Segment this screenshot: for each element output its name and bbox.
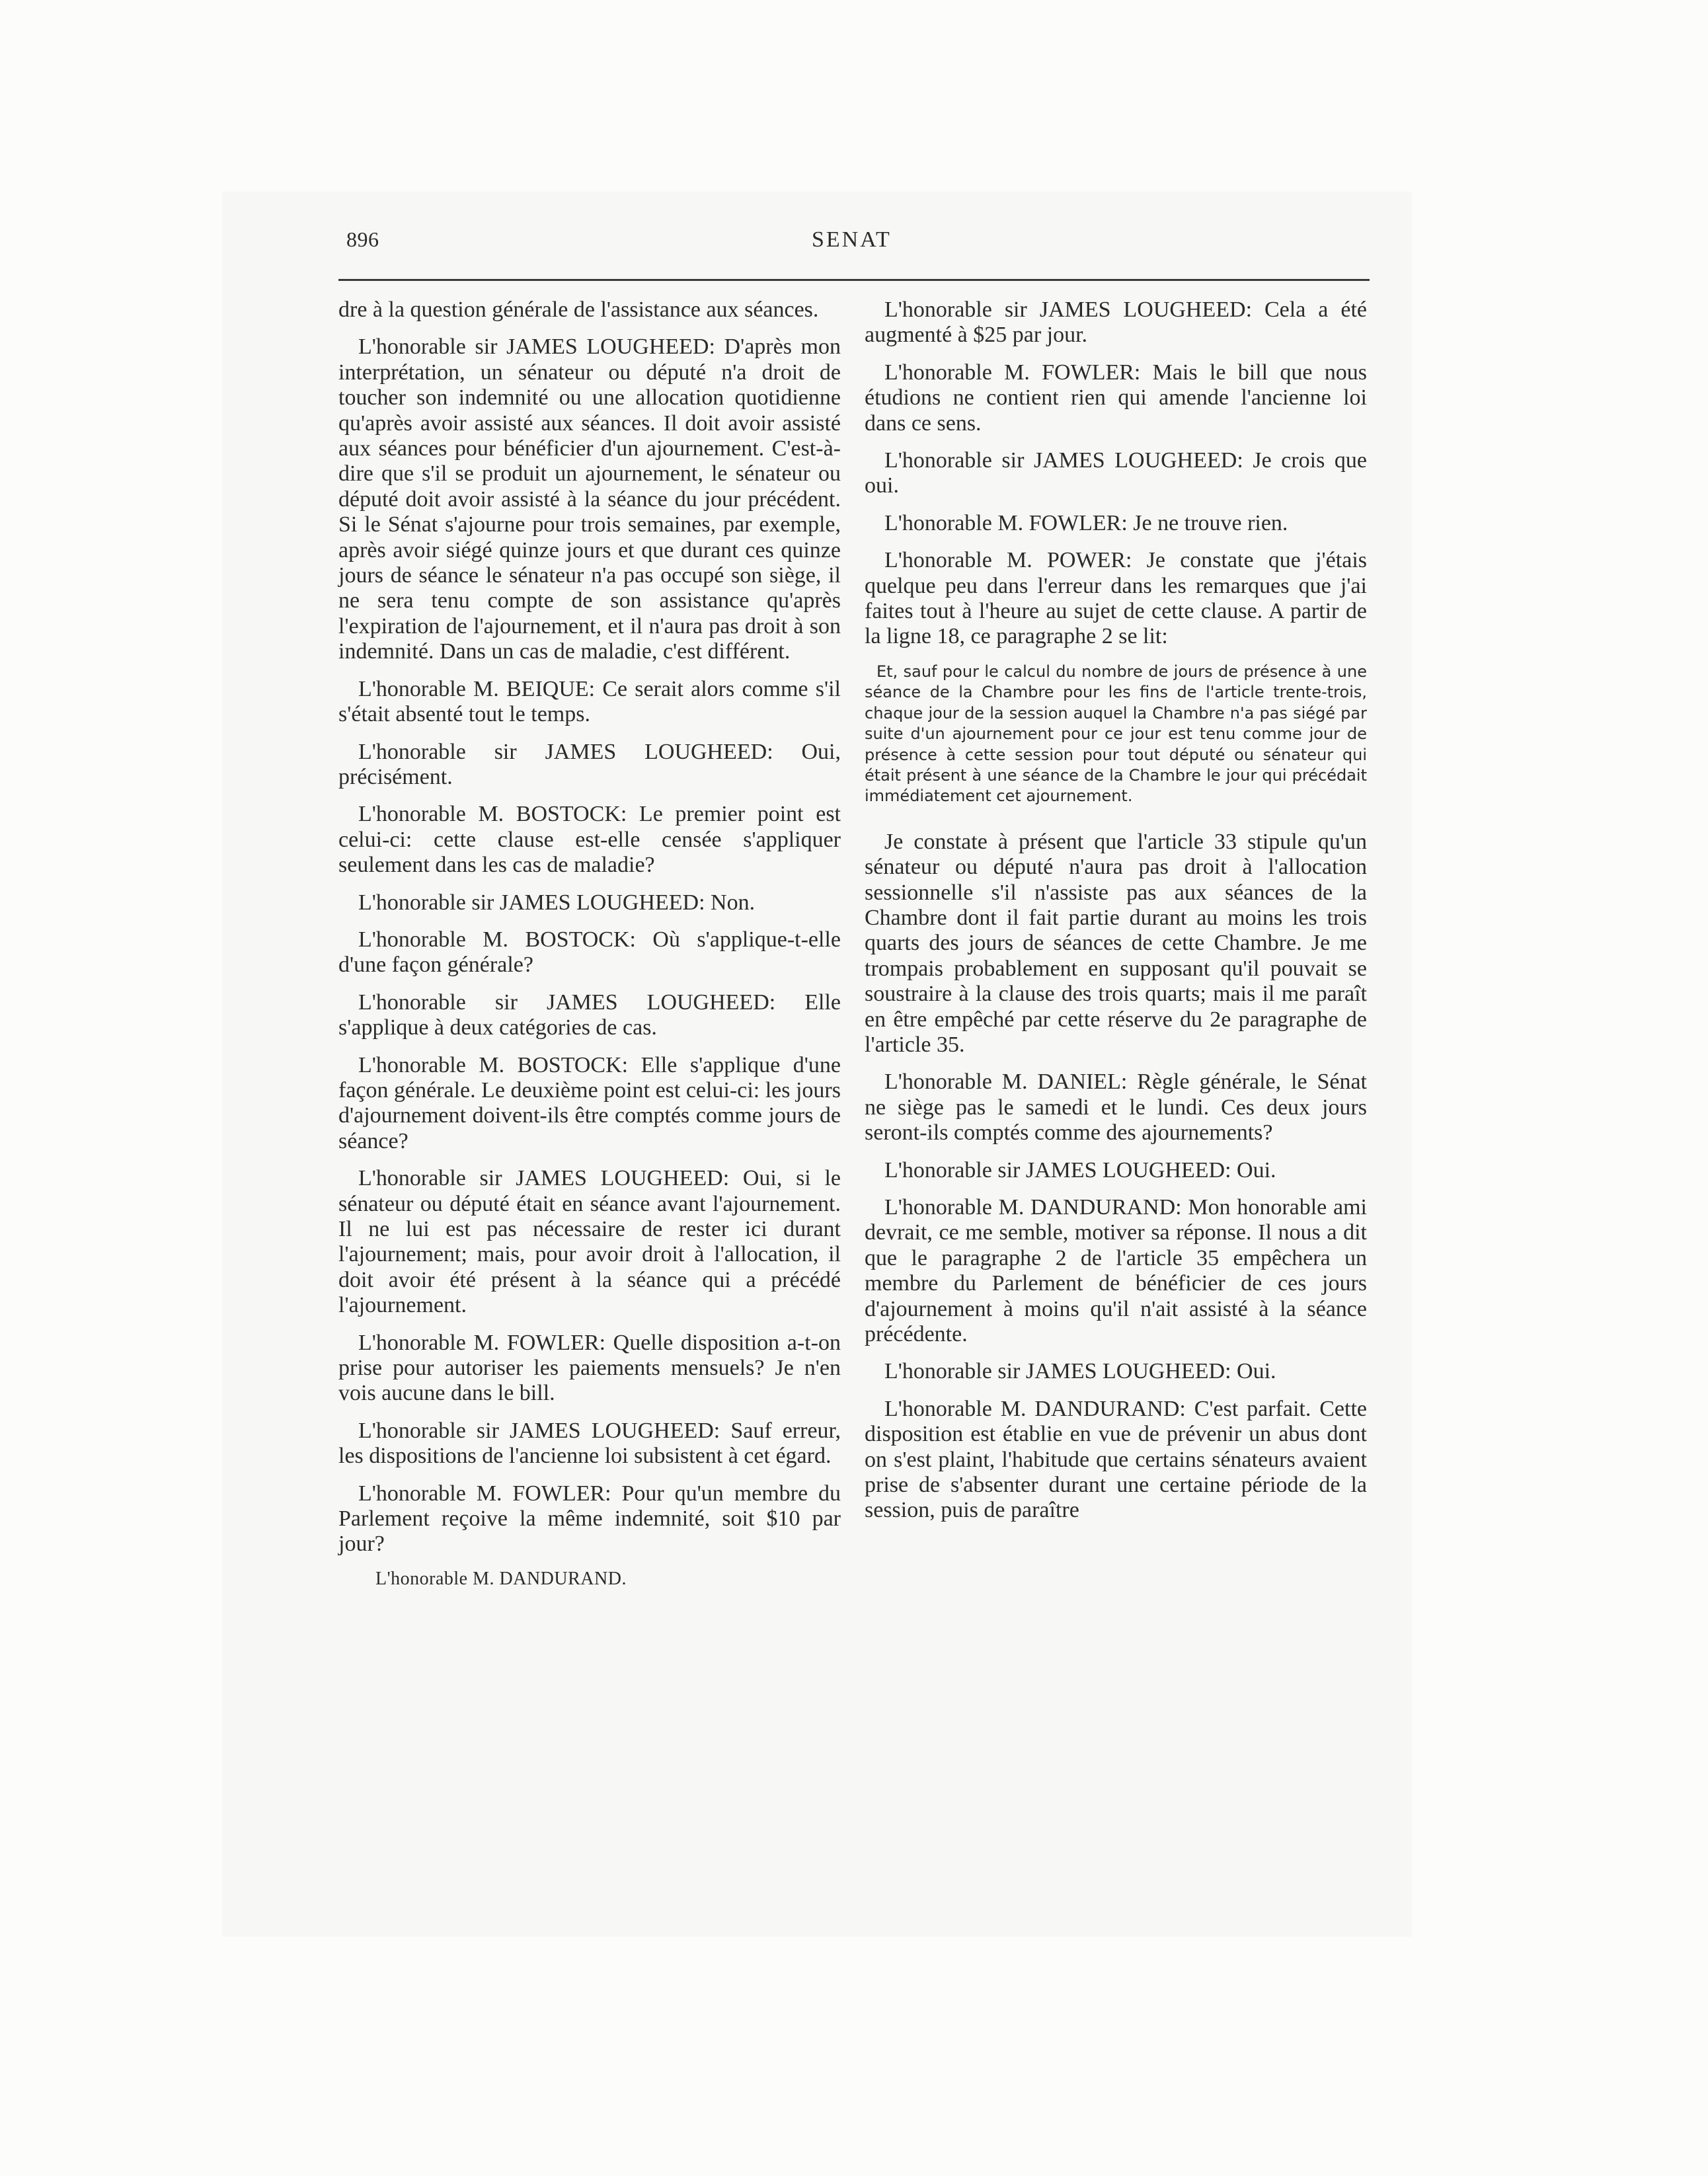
paragraph: L'honorable M. DANDURAND: C'est parfait. Cette disposition est établie en vue de prévenir un abus dont on s'est plaint, l'habitude que certains sénateurs avaient prise de s'absenter durant une certaine période de la session, puis de paraître (865, 1396, 1367, 1523)
paragraph: L'honorable M. BEIQUE: Ce serait alors comme s'il s'était absenté tout le temps. (338, 676, 841, 727)
right-column (865, 297, 1367, 1535)
paragraph: L'honorable M. DANDURAND: Mon honorable ami devrait, ce me semble, motiver sa réponse. Il nous a dit que le paragraphe 2 de l'article 35 empêchera un membre du Parlement de bénéficier de ces jours d'ajournement à moins qu'il n'ait assisté à la séance précédente. (865, 1195, 1367, 1347)
header-rule (338, 279, 1370, 281)
paragraph: L'honorable sir JAMES LOUGHEED: Je crois que oui. (865, 448, 1367, 498)
paragraph: L'honorable M. FOWLER: Pour qu'un membre du Parlement reçoive la même indemnité, soit $10 par jour? (338, 1481, 841, 1557)
quoted-statute-text: Et, sauf pour le calcul du nombre de jours de présence à une séance de la Chambre pour les fins de l'article trente-trois, chaque jour de la session auquel la Chambre n'a pas siégé par suite d'un ajournement pour ce jour est tenu comme jour de présence à cette session pour tout député ou sénateur qui était présent à une séance de la Chambre le jour qui précédait immédiatement cet ajournement. (865, 662, 1367, 806)
paragraph: L'honorable sir JAMES LOUGHEED: Oui. (884, 1359, 1276, 1384)
paragraph: L'honorable sir JAMES LOUGHEED: Oui, si le sénateur ou député était en séance avant l'ajournement. Il ne lui est pas nécessaire de rester ici durant l'ajournement; mais, pour avoir droit à l'allocation, il doit avoir été présent à la séance qui a précédé l'ajournement. (338, 1166, 841, 1318)
paragraph: L'honorable M. BOSTOCK: Elle s'applique d'une façon générale. Le deuxième point est celui-ci: les jours d'ajournement doivent-ils être comptés comme jours de séance? (338, 1052, 841, 1153)
paragraph: L'honorable M. FOWLER: Mais le bill que nous étudions ne contient rien qui amende l'ancienne loi dans ce sens. (865, 360, 1367, 436)
speaker-catchword: L'honorable M. DANDURAND. (375, 1568, 627, 1589)
paragraph: L'honorable sir JAMES LOUGHEED: Non. (358, 890, 756, 915)
paragraph: L'honorable sir JAMES LOUGHEED: Oui. (884, 1157, 1276, 1183)
paragraph: L'honorable M. FOWLER: Quelle disposition a-t-on prise pour autoriser les paiements mensuels? Je n'en vois aucune dans le bill. (338, 1330, 841, 1406)
page-number: 896 (346, 227, 379, 251)
paragraph: L'honorable M. DANIEL: Règle générale, le Sénat ne siège pas le samedi et le lundi. Ces deux jours seront-ils comptés comme des ajournements? (865, 1069, 1367, 1146)
paragraph: L'honorable sir JAMES LOUGHEED: Elle s'applique à deux catégories de cas. (338, 990, 841, 1040)
paragraph: L'honorable sir JAMES LOUGHEED: Sauf erreur, les dispositions de l'ancienne loi subsistent à cet égard. (338, 1418, 841, 1469)
paragraph: L'honorable M. BOSTOCK: Le premier point est celui-ci: cette clause est-elle censée s'appliquer seulement dans les cas de maladie? (338, 802, 841, 878)
paragraph: L'honorable sir JAMES LOUGHEED: D'après mon interprétation, un sénateur ou député n'a droit de toucher son indemnité ou une allocation quotidienne qu'après avoir assisté aux séances. Il doit avoir assisté aux séances pour bénéficier d'un ajournement. C'est-à-dire que s'il se produit un ajournement, le sénateur ou député doit avoir assisté à la séance du jour précédent. Si le Sénat s'ajourne pour trois semaines, par exemple, après avoir siégé quinze jours et que durant ces quinze jours de séance le sénateur n'a pas occupé son siège, il ne sera tenu compte de son assistance qu'après l'expiration de l'ajournement, et il n'aura pas droit à son indemnité. Dans un cas de maladie, c'est différent. (338, 334, 841, 664)
paragraph: Je constate à présent que l'article 33 stipule qu'un sénateur ou député n'aura pas droit à l'allocation sessionnelle s'il n'assiste pas aux séances de la Chambre dont il fait partie durant au moins les trois quarts des jours de séances de cette Chambre. Je me trompais probablement en supposant qu'il pouvait se soustraire à la clause des trois quarts; mais il me paraît en être empêché par cette réserve du 2e paragraphe de l'article 35. (865, 829, 1367, 1057)
paragraph: L'honorable sir JAMES LOUGHEED: Cela a été augmenté à $25 par jour. (865, 297, 1367, 348)
running-head: SENAT (812, 227, 892, 252)
paragraph: L'honorable sir JAMES LOUGHEED: Oui, précisément. (338, 739, 841, 789)
paragraph: L'honorable M. FOWLER: Je ne trouve rien. (884, 510, 1288, 535)
paragraph: L'honorable M. POWER: Je constate que j'étais quelque peu dans l'erreur dans les remarques que j'ai faites tout à l'heure au sujet de cette clause. A partir de la ligne 18, ce paragraphe 2 se lit: (865, 548, 1367, 649)
paragraph: dre à la question générale de l'assistance aux séances. (338, 297, 819, 322)
paragraph: L'honorable M. BOSTOCK: Où s'applique-t-elle d'une façon générale? (338, 927, 841, 978)
left-column (338, 297, 841, 1604)
